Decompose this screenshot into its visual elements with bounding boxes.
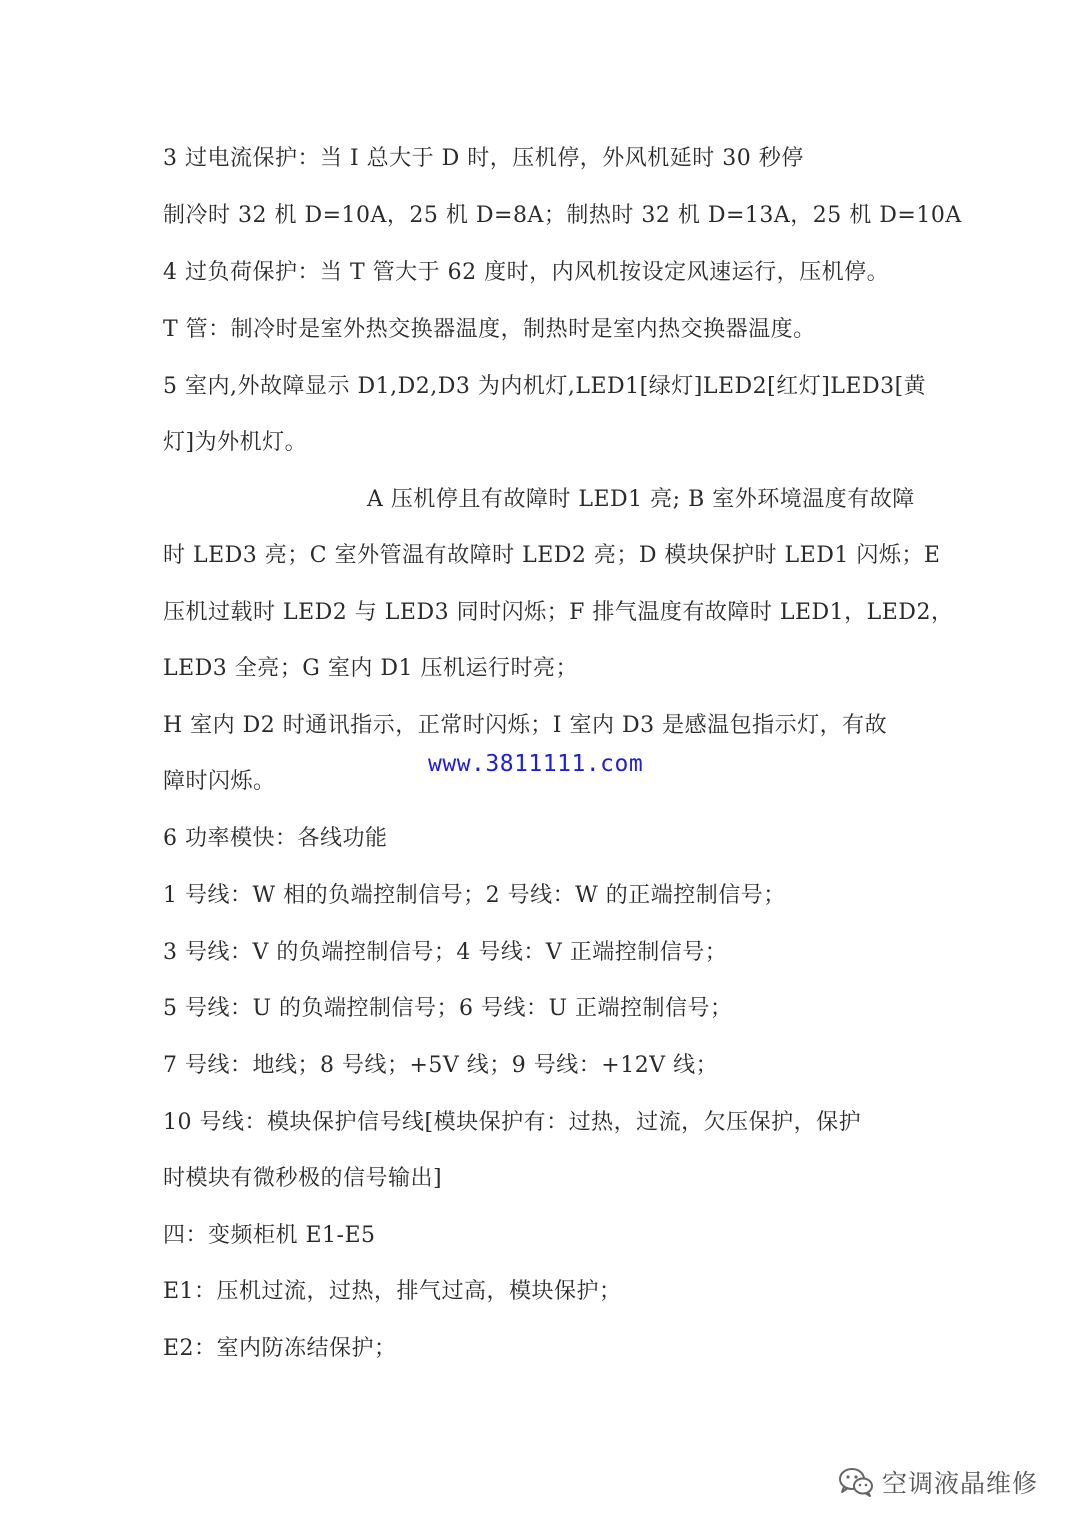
text-line: 四：变频柜机 E1-E5 — [163, 1223, 376, 1248]
text-line: 压机过载时 LED2 与 LED3 同时闪烁；F 排气温度有故障时 LED1，LED2， — [163, 600, 954, 625]
text-line: 障时闪烁。 — [163, 769, 276, 794]
text-line: 6 功率模快：各线功能 — [163, 826, 388, 851]
text-line: E1：压机过流，过热，排气过高，模块保护； — [163, 1279, 622, 1304]
text-line: 3 过电流保护：当 I 总大于 D 时，压机停，外风机延时 30 秒停 — [163, 146, 804, 171]
text-line: E2：室内防冻结保护； — [163, 1336, 397, 1361]
text-line: 5 室内,外故障显示 D1,D2,D3 为内机灯,LED1[绿灯]LED2[红灯]LED3[黄 — [163, 374, 927, 399]
wechat-icon — [838, 1466, 874, 1498]
text-line: 10 号线：模块保护信号线[模块保护有：过热，过流，欠压保护，保护 — [163, 1110, 862, 1135]
text-line: H 室内 D2 时通讯指示，正常时闪烁；I 室内 D3 是感温包指示灯，有故 — [163, 713, 888, 738]
text-line: 3 号线：V 的负端控制信号；4 号线：V 正端控制信号； — [163, 940, 728, 965]
text-line: A 压机停且有故障时 LED1 亮; B 室外环境温度有故障 — [367, 487, 915, 512]
text-line: 7 号线：地线；8 号线；+5V 线；9 号线：+12V 线； — [163, 1053, 719, 1078]
text-line: 时 LED3 亮；C 室外管温有故障时 LED2 亮；D 模块保护时 LED1 闪烁；E — [163, 543, 941, 568]
text-line: LED3 全亮；G 室内 D1 压机运行时亮； — [163, 656, 578, 681]
text-line: 灯]为外机灯。 — [163, 430, 308, 455]
text-line: 制冷时 32 机 D=10A，25 机 D=8A；制热时 32 机 D=13A，25 机 D=10A — [163, 203, 962, 228]
text-line: 4 过负荷保护：当 T 管大于 62 度时，内风机按设定风速运行，压机停。 — [163, 260, 890, 285]
text-line: 5 号线：U 的负端控制信号；6 号线：U 正端控制信号； — [163, 996, 733, 1021]
text-line: T 管：制冷时是室外热交换器温度，制热时是室内热交换器温度。 — [163, 317, 816, 342]
brand-watermark — [838, 1462, 1038, 1502]
brand-name: 空调液晶维修 — [882, 1469, 1039, 1498]
text-line: 时模块有微秒极的信号输出] — [163, 1166, 443, 1191]
text-line: 1 号线：W 相的负端控制信号；2 号线：W 的正端控制信号； — [163, 883, 786, 908]
watermark-url: www.3811111.com — [428, 751, 644, 777]
